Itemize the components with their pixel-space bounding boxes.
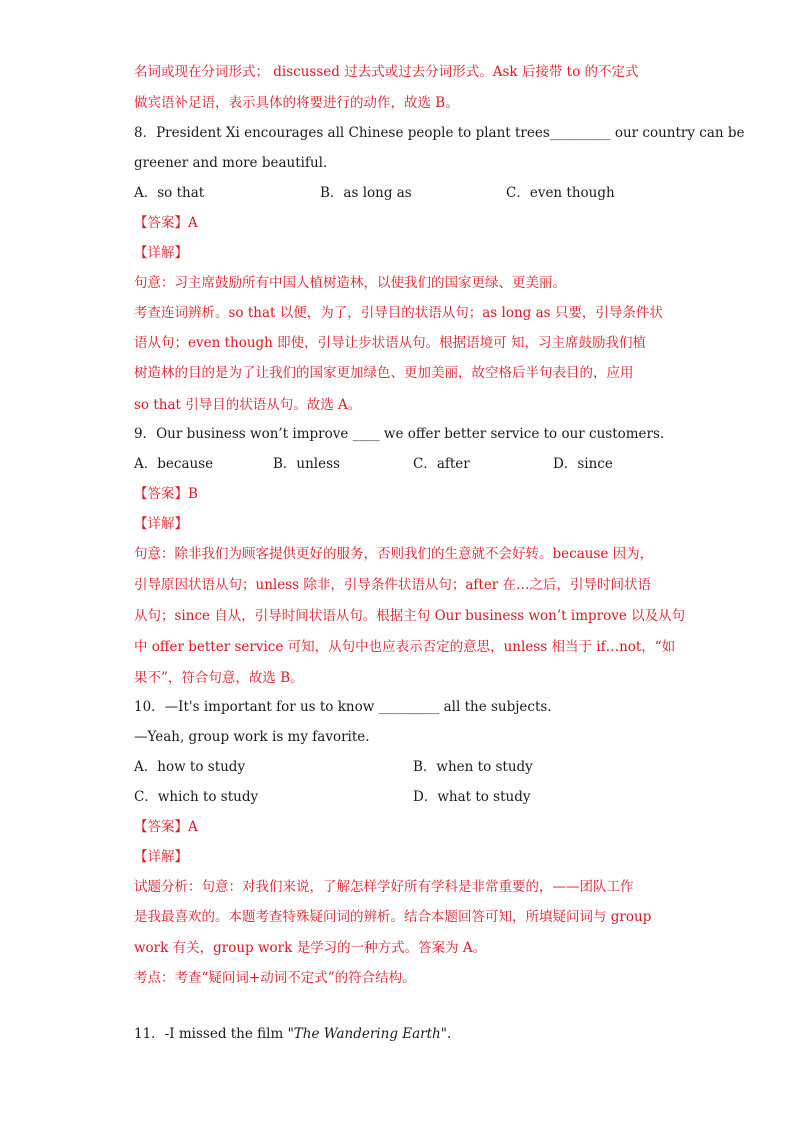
question-11-suffix: ". xyxy=(440,1026,452,1042)
option-b: B．when to study xyxy=(413,759,533,775)
question-11-stem xyxy=(134,1024,674,1044)
explanation-line: so that 引导目的状语从句。故选 A。 xyxy=(134,397,362,413)
explanation-line: 考点：考查“疑问词+动词不定式”的符合结构。 xyxy=(134,970,416,986)
option-d: D．what to study xyxy=(413,789,531,805)
detail-label: 【详解】 xyxy=(134,516,188,532)
detail-label: 【详解】 xyxy=(134,849,188,865)
explanation-line: 语从句；even though 即使，引导让步状语从句。根据语境可 知，习主席鼓励我们植 xyxy=(134,335,646,351)
answer-label: 【答案】A xyxy=(134,819,198,835)
film-title: The Wandering Earth xyxy=(293,1026,441,1042)
explanation-line: 句意：除非我们为顾客提供更好的服务，否则我们的生意就不会好转。because 因为， xyxy=(134,546,654,562)
explanation-line: 果不”，符合句意，故选 B。 xyxy=(134,670,304,686)
option-a: A．so that xyxy=(134,185,205,201)
option-c: C．which to study xyxy=(134,789,259,805)
explanation-line: 中 offer better service 可知，从句中也应表示否定的意思，unless 相当于 if…not，“如 xyxy=(134,639,676,655)
explanation-line: work 有关，group work 是学习的一种方式。答案为 A。 xyxy=(134,940,487,956)
explanation-line: 试题分析：句意：对我们来说，了解怎样学好所有学科是非常重要的，——团队工作 xyxy=(134,879,634,895)
answer-label: 【答案】A xyxy=(134,215,198,231)
option-a: A．how to study xyxy=(134,759,246,775)
question-10-stem: 10．—It's important for us to know _________ all the subjects. xyxy=(134,699,552,715)
option-a: A．because xyxy=(134,456,214,472)
question-9-stem: 9．Our business won’t improve ____ we offer better service to our customers. xyxy=(134,426,665,442)
explanation-line: 考查连词辨析。so that 以便，为了，引导目的状语从句；as long as 只要，引导条件状 xyxy=(134,305,663,321)
explanation-line: 引导原因状语从句；unless 除非，引导条件状语从句；after 在…之后，引导时间状语 xyxy=(134,577,652,593)
option-c: C．even though xyxy=(506,185,615,201)
option-b: B．as long as xyxy=(320,185,412,201)
option-c: C．after xyxy=(413,456,470,472)
option-b: B．unless xyxy=(273,456,340,472)
explanation-line: 做宾语补足语，表示具体的将要进行的动作，故选 B。 xyxy=(134,95,459,111)
question-10-reply: —Yeah, group work is my favorite. xyxy=(134,729,370,745)
explanation-line: 树造林的目的是为了让我们的国家更加绿色、更加美丽，故空格后半句表目的，应用 xyxy=(134,365,634,381)
question-8-stem: 8．President Xi encourages all Chinese people to plant trees_________ our country can be xyxy=(134,125,745,141)
explanation-line: 句意：习主席鼓励所有中国人植树造林，以使我们的国家更绿、更美丽。 xyxy=(134,275,566,291)
option-d: D．since xyxy=(553,456,613,472)
explanation-line: 是我最喜欢的。本题考查特殊疑问词的辨析。结合本题回答可知，所填疑问词与 group xyxy=(134,909,652,925)
question-11-prefix: 11．-I missed the film " xyxy=(134,1026,294,1042)
explanation-line: 名词或现在分词形式； discussed 过去式或过去分词形式。Ask 后接带 to 的不定式 xyxy=(134,64,639,80)
explanation-line: 从句；since 自从，引导时间状语从句。根据主句 Our business won’t improve 以及从句 xyxy=(134,608,686,624)
answer-label: 【答案】B xyxy=(134,486,198,502)
detail-label: 【详解】 xyxy=(134,245,188,261)
question-8-stem: greener and more beautiful. xyxy=(134,155,328,171)
